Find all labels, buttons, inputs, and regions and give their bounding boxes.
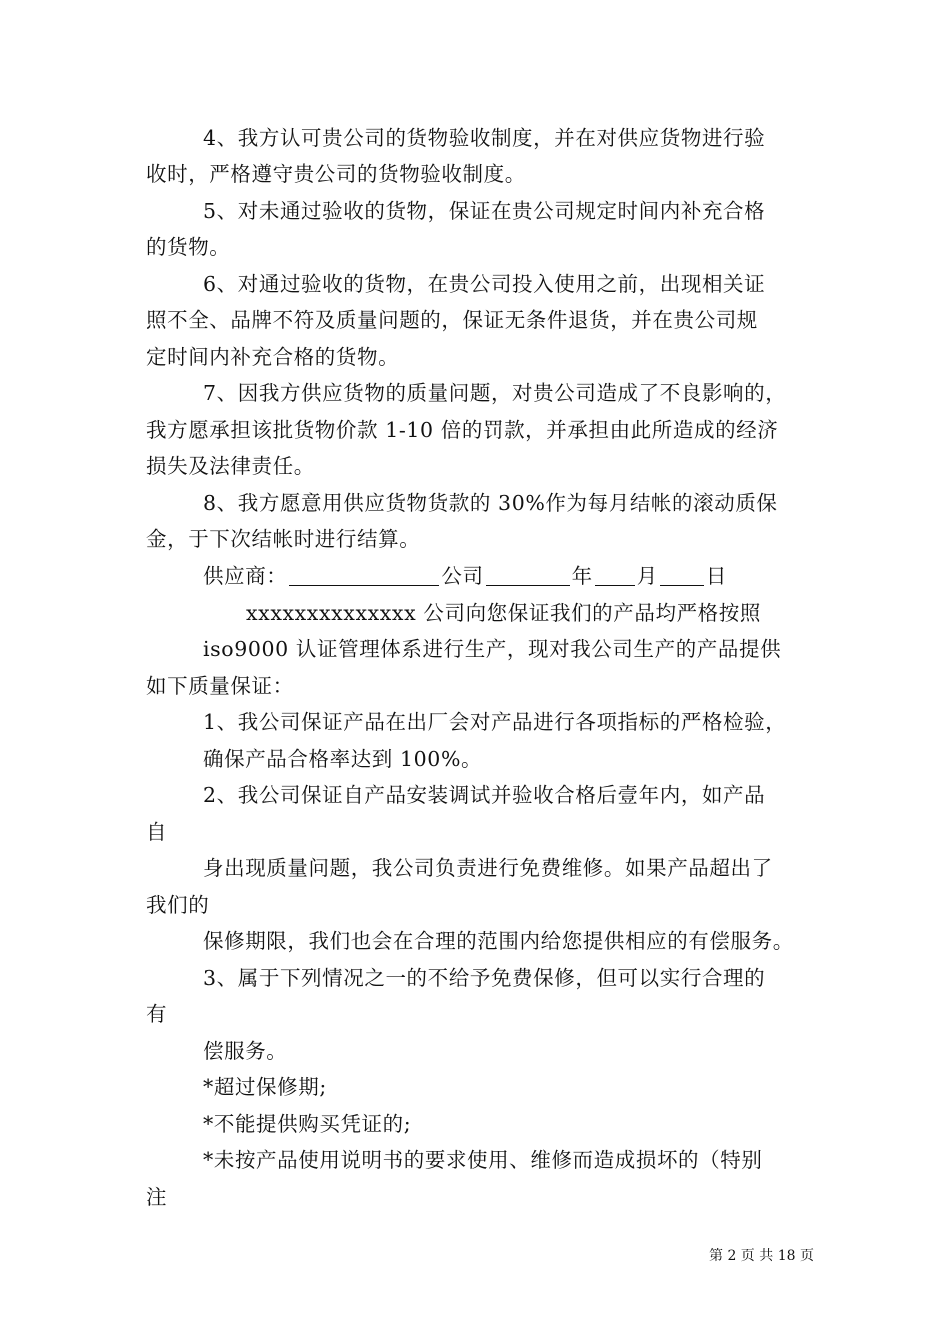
guarantee-1-line-2: 确保产品合格率达到 100%。	[203, 747, 483, 771]
guarantee-3-line-3: 偿服务。	[203, 1039, 288, 1063]
exclusion-item-3-line-2: 注	[146, 1185, 168, 1209]
guarantee-intro-line-1: xxxxxxxxxxxxxx 公司向您保证我们的产品均严格按照	[246, 601, 761, 625]
guarantee-2-line-1: 2、我公司保证自产品安装调试并验收合格后壹年内，如产品	[203, 783, 766, 807]
paragraph-5-line-1: 5、对未通过验收的货物，保证在贵公司规定时间内补充合格	[203, 199, 766, 223]
guarantee-3-line-1: 3、属于下列情况之一的不给予免费保修，但可以实行合理的	[203, 966, 766, 990]
supplier-label: 供应商：	[203, 564, 288, 588]
page-number-footer: 第 2 页 共 18 页	[709, 1248, 814, 1264]
guarantee-2-line-4: 我们的	[146, 893, 210, 917]
exclusion-item-2: *不能提供购买凭证的;	[203, 1112, 412, 1136]
paragraph-7-line-3: 损失及法律责任。	[146, 454, 315, 478]
guarantee-3-line-2: 有	[146, 1002, 168, 1026]
paragraph-4-line-1: 4、我方认可贵公司的货物验收制度，并在对供应货物进行验	[203, 126, 766, 150]
paragraph-8-line-2: 金，于下次结帐时进行结算。	[146, 527, 421, 551]
company-label: 公司	[441, 564, 484, 588]
exclusion-item-1: *超过保修期;	[203, 1075, 327, 1099]
exclusion-item-3-line-1: *未按产品使用说明书的要求使用、维修而造成损坏的（特别	[203, 1148, 763, 1172]
paragraph-7-line-1: 7、因我方供应货物的质量问题，对贵公司造成了不良影响的，	[203, 381, 787, 405]
guarantee-1-line-1: 1、我公司保证产品在出厂会对产品进行各项指标的严格检验，	[203, 710, 787, 734]
guarantee-2-line-5: 保修期限，我们也会在合理的范围内给您提供相应的有偿服务。	[203, 929, 794, 953]
day-label: 日	[705, 564, 727, 588]
paragraph-6-line-3: 定时间内补充合格的货物。	[146, 345, 400, 369]
month-blank	[595, 563, 635, 586]
paragraph-8-line-1: 8、我方愿意用供应货物货款的 30%作为每月结帐的滚动质保	[203, 491, 778, 515]
year-blank	[486, 563, 570, 586]
guarantee-2-line-2: 自	[146, 820, 168, 844]
guarantee-intro-line-2: iso9000 认证管理体系进行生产，现对我公司生产的产品提供	[203, 637, 782, 661]
day-blank	[660, 563, 704, 586]
paragraph-5-line-2: 的货物。	[146, 235, 231, 259]
paragraph-7-line-2: 我方愿承担该批货物价款 1-10 倍的罚款，并承担由此所造成的经济	[146, 418, 779, 442]
paragraph-6-line-2: 照不全、品牌不符及质量问题的，保证无条件退货，并在贵公司规	[146, 308, 758, 332]
month-label: 月	[636, 564, 658, 588]
paragraph-4-line-2: 收时，严格遵守贵公司的货物验收制度。	[146, 162, 526, 186]
supplier-signature-line	[203, 562, 727, 590]
guarantee-intro-line-3: 如下质量保证：	[146, 674, 294, 698]
paragraph-6-line-1: 6、对通过验收的货物，在贵公司投入使用之前，出现相关证	[203, 272, 766, 296]
guarantee-2-line-3: 身出现质量问题，我公司负责进行免费维修。如果产品超出了	[203, 856, 773, 880]
supplier-name-blank	[289, 563, 439, 586]
year-label: 年	[571, 564, 593, 588]
